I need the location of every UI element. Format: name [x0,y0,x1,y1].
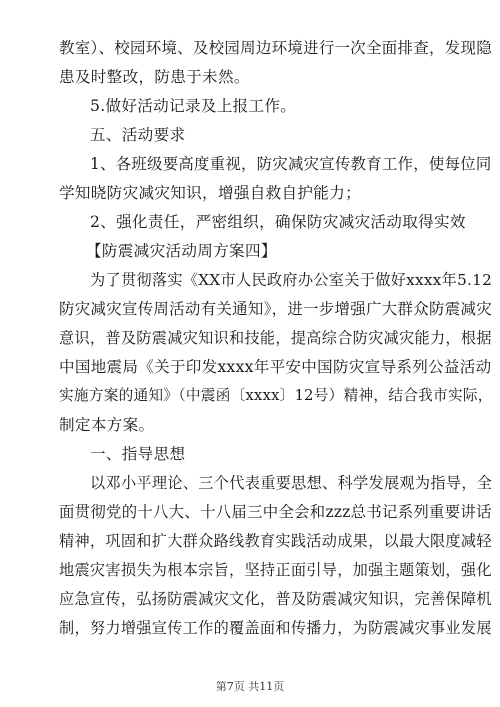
text-line: 防灾减灾宣传周活动有关通知》，进一步增强广大群众防震减灾 [59,300,492,318]
text-line: 5.做好活动记录及上报工作。 [90,97,297,115]
text-line: 学知晓防灾减灾知识，增强自救自护能力； [59,184,361,202]
text-line: 应急宣传，弘扬防震减灾文化，普及防震减灾知识，完善保障机 [59,590,492,608]
text-line: 患及时整改，防患于未然。 [59,68,250,86]
section-title: 【防震减灾活动周方案四】 [86,242,277,260]
text-line: 中国地震局《关于印发xxxx年平安中国防灾宣导系列公益活动 [59,358,492,376]
text-line: 地震灾害损失为根本宗旨，坚持正面引导，加强主题策划，强化 [59,561,492,579]
text-line: 面贯彻党的十八大、十八届三中全会和zzz总书记系列重要讲话 [59,503,492,521]
text-line: 以邓小平理论、三个代表重要思想、科学发展观为指导，全 [90,474,493,492]
text-line: 意识，普及防震减灾知识和技能，提高综合防灾减灾能力，根据 [59,329,492,347]
text-line: 教室）、校园环境、及校园周边环境进行一次全面排查，发现隐 [59,39,492,57]
text-line: 实施方案的通知》（中震函〔xxxx〕12号）精神，结合我市实际， [59,387,493,404]
text-line: 1、各班级要高度重视，防灾减灾宣传教育工作，使每位同 [90,155,492,173]
section-heading: 五、活动要求 [90,126,186,144]
text-line: 2、强化责任，严密组织，确保防灾减灾活动取得实效 [90,213,466,231]
text-line: 为了贯彻落实《XX市人民政府办公室关于做好xxxx年5.12 [90,271,493,289]
text-line: 精神，巩固和扩大群众路线教育实践活动成果，以最大限度减轻 [59,532,492,550]
section-heading: 一、指导思想 [90,445,186,463]
text-line: 制，努力增强宣传工作的覆盖面和传播力，为防震减灾事业发展 [59,619,492,637]
text-line: 制定本方案。 [59,416,155,434]
page-number: 第7页 共11页 [215,680,285,693]
